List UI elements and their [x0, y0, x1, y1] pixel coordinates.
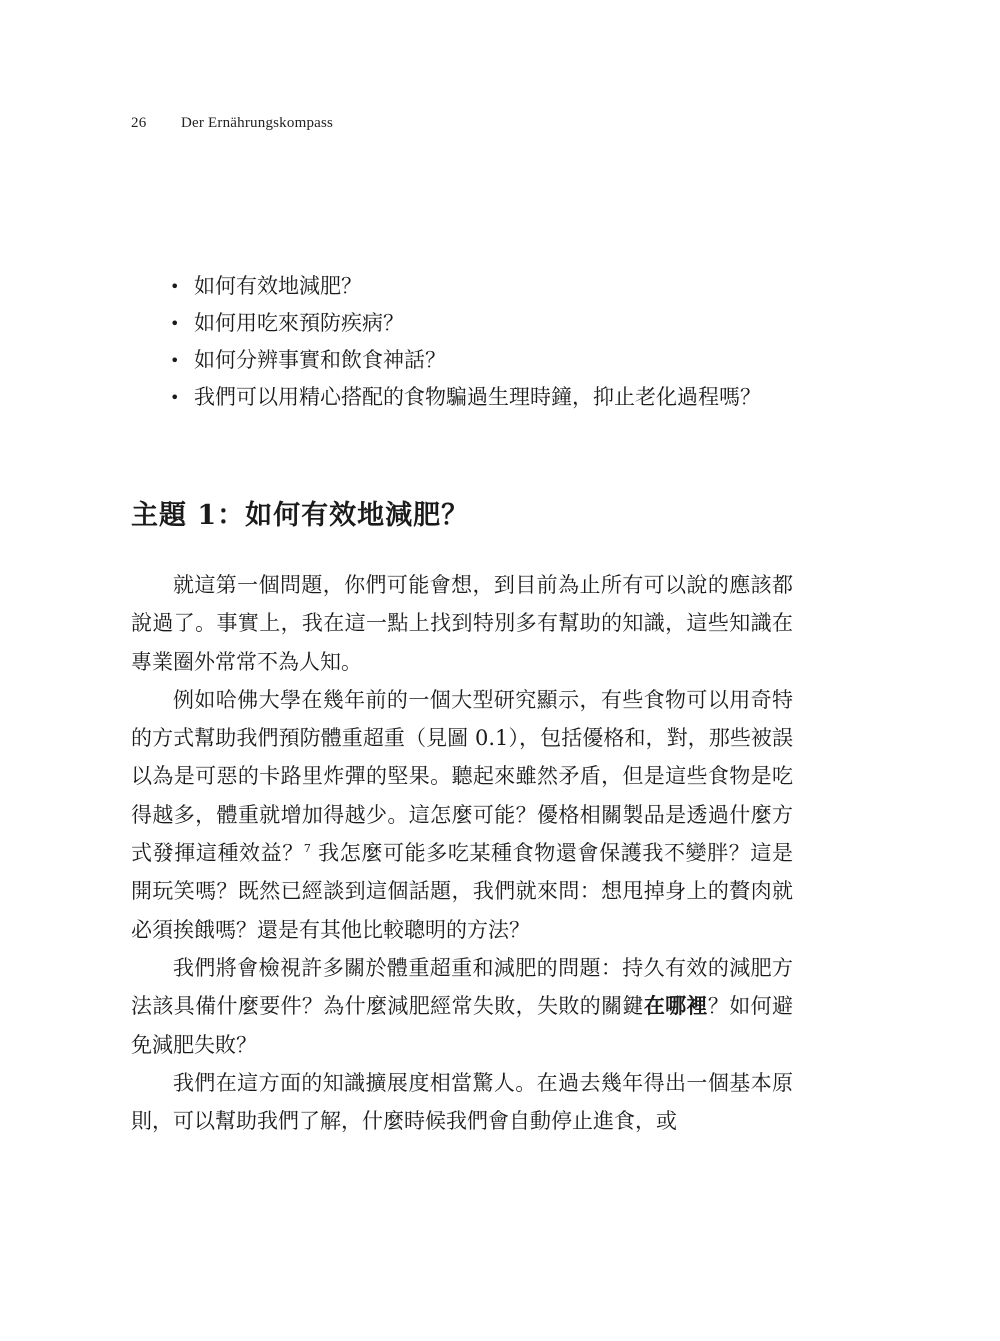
- bullet-icon: •: [170, 388, 180, 407]
- list-item-text: 如何用吃來預防疾病？: [194, 311, 404, 335]
- body-text: [131, 566, 793, 1140]
- list-item: [170, 342, 810, 379]
- list-item-text: 如何分辨事實和飲食神話？: [194, 348, 446, 372]
- emphasized-text: 在哪裡: [643, 994, 708, 1019]
- paragraph-text: 例如哈佛大學在幾年前的一個大型研究顯示，有些食物可以用奇特的方式幫助我們預防體重超重（見圖 0.1），包括優格和，對，那些被誤以為是可惡的卡路里炸彈的堅果。聽起來雖然矛盾，但是這些食物是吃得越多，體重就增加得越少。這怎麼可能？優格相關製品是透過什麼方式發揮這種效益？: [131, 687, 793, 866]
- page-number: 26: [131, 115, 147, 131]
- paragraph: 我們在這方面的知識擴展度相當驚人。在過去幾年得出一個基本原則，可以幫助我們了解，什麼時候我們會自動停止進食，或: [131, 1070, 793, 1134]
- paragraph-text: ？如何避免減肥失敗？: [131, 994, 794, 1057]
- list-item-text: 如何有效地減肥？: [194, 274, 362, 298]
- bullet-icon: •: [170, 351, 180, 370]
- list-item-text: 我們可以用精心搭配的食物騙過生理時鐘，抑止老化過程嗎？: [194, 385, 761, 409]
- paragraph: 就這第一個問題，你們可能會想，到目前為止所有可以說的應該都說過了。事實上，我在這一點上找到特別多有幫助的知識，這些知識在專業圈外常常不為人知。: [131, 573, 793, 674]
- paragraph: [131, 949, 793, 1064]
- list-item: [170, 305, 810, 342]
- bullet-icon: •: [170, 277, 180, 296]
- footnote-reference: 7: [303, 842, 311, 856]
- list-item: [170, 268, 810, 305]
- paragraph-text: 我們將會檢視許多關於體重超重和減肥的問題：持久有效的減肥方法該具備什麼要件？為什麼減肥經常失敗，失敗的關鍵: [131, 955, 793, 1019]
- list-item: [170, 379, 810, 416]
- paragraph-text: 我怎麼可能多吃某種食物還會保護我不變胖？這是開玩笑嗎？既然已經談到這個話題，我們就來問：想甩掉身上的贅肉就必須挨餓嗎？還是有其他比較聰明的方法？: [131, 841, 793, 942]
- book-title: Der Ernährungskompass: [181, 115, 334, 131]
- paragraph: [131, 681, 793, 949]
- section-heading: 主題 1：如何有效地減肥？: [131, 500, 470, 531]
- bullet-icon: •: [170, 314, 180, 333]
- question-list: [170, 268, 810, 416]
- running-head: [131, 115, 333, 132]
